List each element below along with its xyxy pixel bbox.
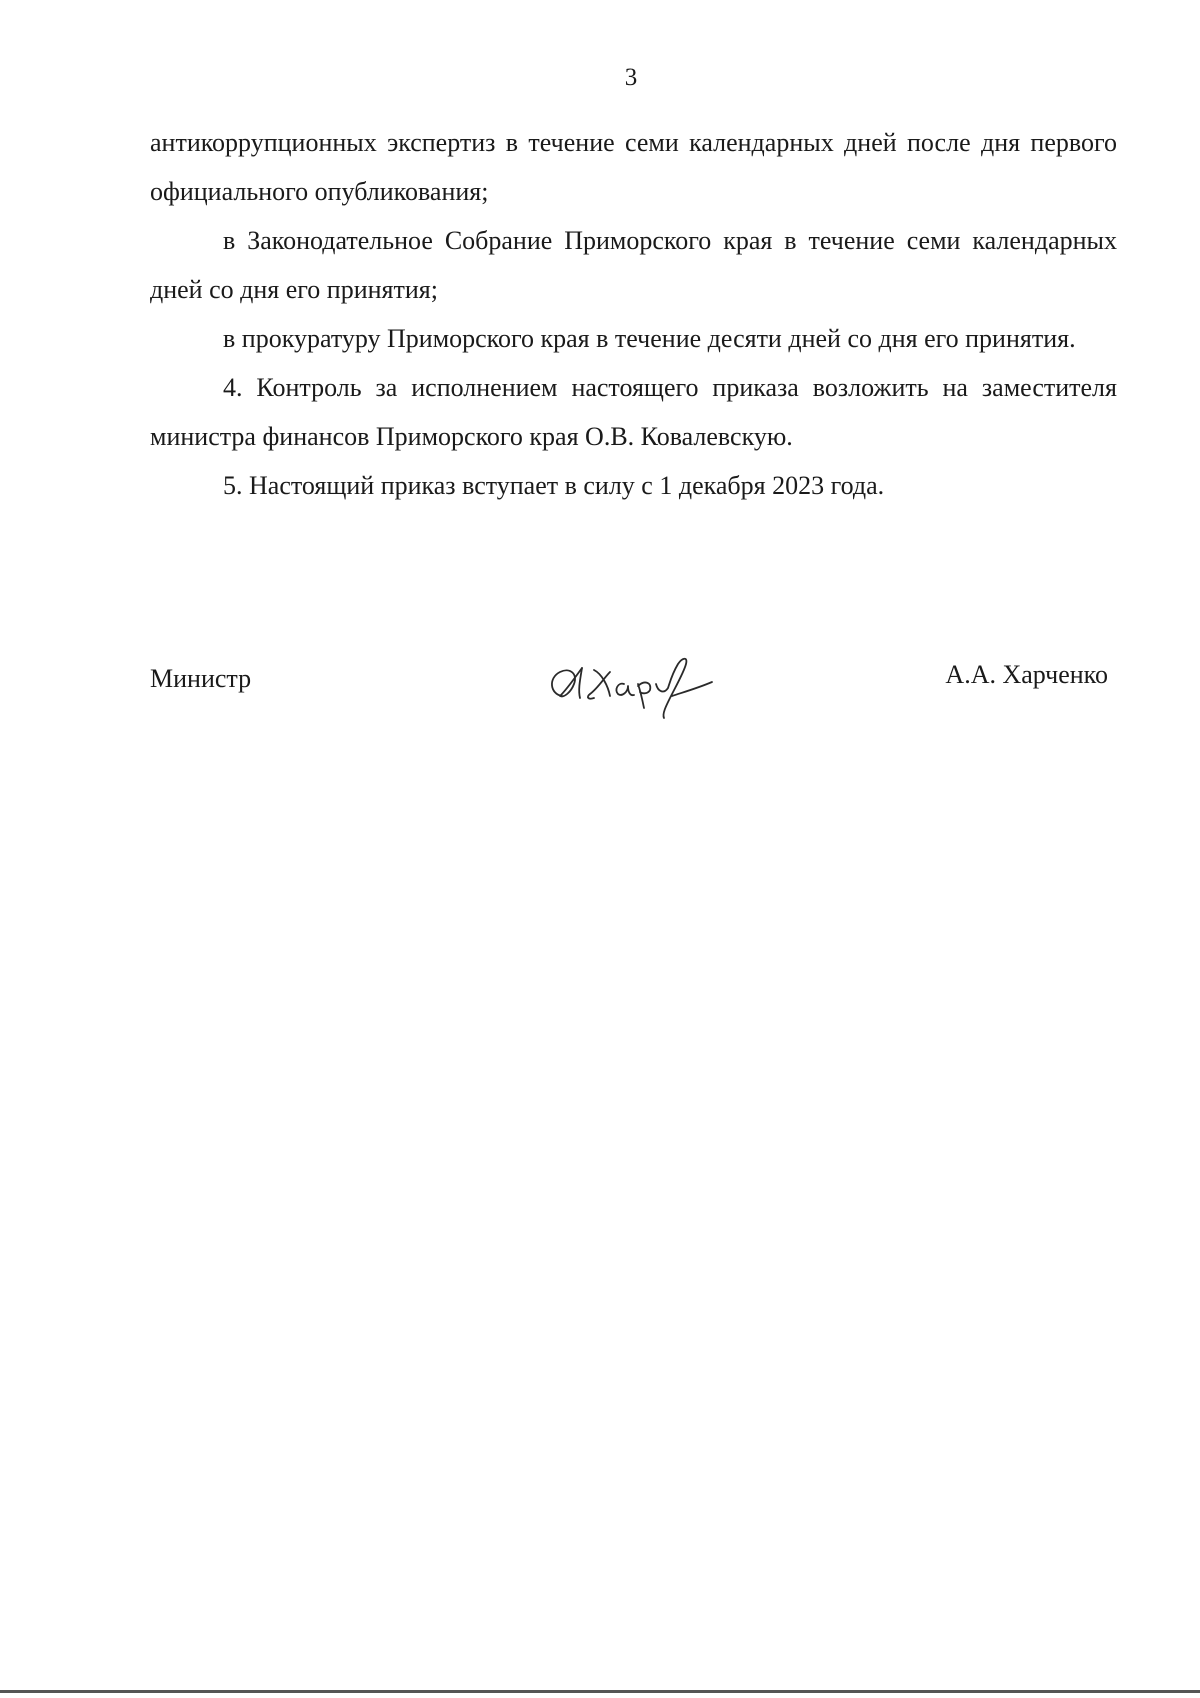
signatory-name: А.А. Харченко — [945, 660, 1108, 689]
paragraph-effective-date: 5. Настоящий приказ вступает в силу с 1 декабря 2023 года. — [223, 471, 885, 500]
signatory-position: Министр — [150, 664, 252, 693]
paragraph-control: 4. Контроль за исполнением настоящего приказа возложить на заместителя министра финансов Приморского края О.В. Ковалевскую. — [150, 373, 1117, 451]
paragraph-continuation: антикоррупционных экспертиз в течение семи календарных дней после дня первого официального опубликования; — [150, 128, 1117, 206]
signature-block — [150, 660, 1108, 740]
paragraph-prosecutor: в прокуратуру Приморского края в течение десяти дней со дня его принятия. — [223, 324, 1076, 353]
paragraph-legislative-assembly: в Законодательное Собрание Приморского края в течение семи календарных дней со дня его принятия; — [150, 226, 1117, 304]
page-number: 3 — [624, 64, 638, 91]
page-bottom-edge — [0, 1690, 1200, 1693]
document-body — [150, 118, 1117, 510]
handwritten-signature-icon — [540, 638, 720, 728]
